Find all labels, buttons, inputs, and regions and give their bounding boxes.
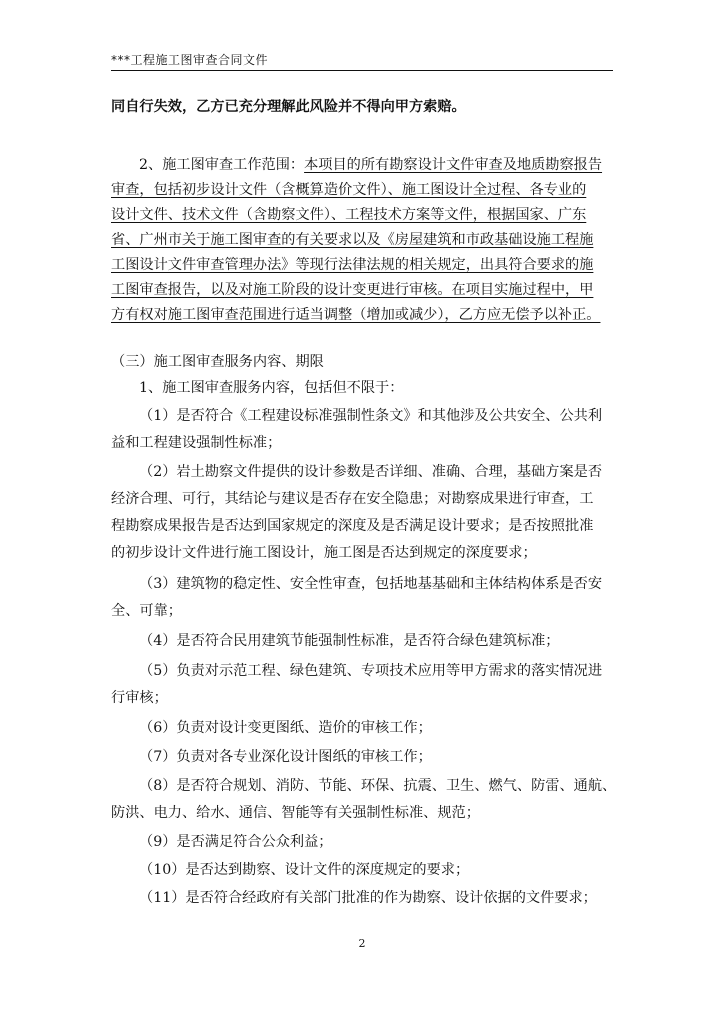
scope-text: 本项目的所有勘察设计文件审查及地质勘察报告	[304, 157, 603, 173]
scope-line: 设计文件、技术文件（含勘察文件）、工程技术方案等文件，根据国家、广东	[111, 207, 587, 223]
list-item: （8）是否符合规划、消防、节能、环保、抗震、卫生、燃气、防雷、通航、	[139, 778, 617, 794]
list-item-continuation: 程勘察成果报告是否达到国家规定的深度及是否满足设计要求；是否按照批准	[111, 518, 594, 534]
scope-line: 方有权对施工图审查范围进行适当调整（增加或减少），乙方应无偿予以补正。	[111, 307, 601, 323]
list-item-continuation: 经济合理、可行，其结论与建议是否存在安全隐患；对勘察成果进行审查，工	[111, 491, 594, 507]
list-item-continuation: 全、可靠；	[111, 603, 182, 619]
list-item: （7）负责对各专业深化设计图纸的审核工作；	[139, 749, 432, 765]
list-item: （2）岩土勘察文件提供的设计参数是否详细、准确、合理，基础方案是否	[139, 464, 603, 480]
scope-line: 省、广州市关于施工图审查的有关要求以及《房屋建筑和市政基础设施工程施	[111, 232, 594, 248]
list-item: （5）负责对示范工程、绿色建筑、专项技术应用等甲方需求的落实情况进	[139, 663, 603, 679]
list-item: （11）是否符合经政府有关部门批准的作为勘察、设计依据的文件要求；	[139, 890, 597, 906]
scope-label: 2、施工图审查工作范围：	[139, 157, 305, 173]
subsection-heading: 1、施工图审查服务内容，包括但不限于：	[139, 380, 404, 396]
list-item: （1）是否符合《工程建设标准强制性条文》和其他涉及公共安全、公共利	[139, 408, 603, 424]
scope-line: 审查，包括初步设计文件（含概算造价文件）、施工图设计全过程、各专业的	[111, 182, 587, 198]
list-item: （10）是否达到勘察、设计文件的深度规定的要求；	[139, 862, 470, 878]
document-header: ***工程施工图审查合同文件	[111, 53, 269, 67]
page-number: 2	[358, 937, 366, 950]
list-item-continuation: 的初步设计文件进行施工图设计，施工图是否达到规定的深度要求；	[111, 545, 537, 561]
list-item: （3）建筑物的稳定性、安全性审查，包括地基基础和主体结构体系是否安	[139, 576, 603, 592]
scope-line: 工图审查报告，以及对施工阶段的设计变更进行审核。在项目实施过程中，甲	[111, 282, 594, 298]
list-item-continuation: 防洪、电力、给水、通信、智能等有关强制性标准、规范；	[111, 805, 480, 821]
list-item-continuation: 行审核；	[111, 690, 168, 706]
list-item: （4）是否符合民用建筑节能强制性标准，是否符合绿色建筑标准；	[139, 633, 560, 649]
list-item-continuation: 益和工程建设强制性标准；	[111, 435, 282, 451]
header-divider	[111, 70, 613, 71]
paragraph-line: 同自行失效，乙方已充分理解此风险并不得向甲方索赔。	[111, 99, 466, 115]
section-heading: （三）施工图审查服务内容、期限	[111, 354, 324, 370]
scope-line: 工图设计文件审查管理办法》等现行法律法规的相关规定，出具符合要求的施	[111, 257, 594, 273]
list-item: （6）负责对设计变更图纸、造价的审核工作；	[139, 720, 432, 736]
list-item: （9）是否满足符合公众利益；	[139, 834, 333, 850]
scope-heading	[139, 153, 602, 177]
